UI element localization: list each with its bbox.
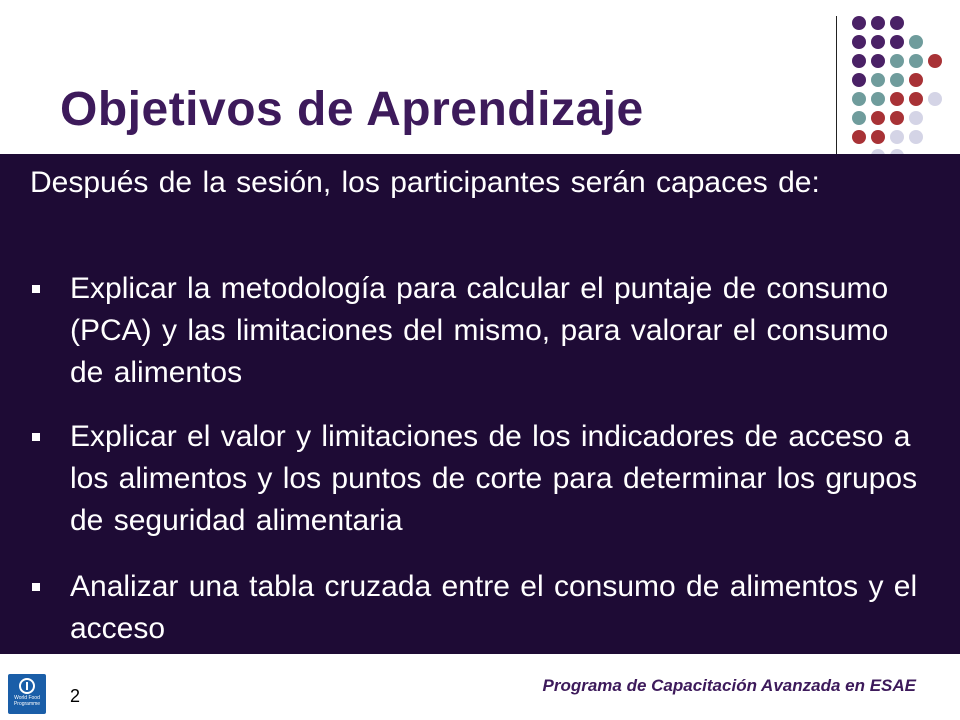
decorative-dot (890, 111, 904, 125)
decorative-dot (852, 73, 866, 87)
decorative-dot (852, 130, 866, 144)
decorative-dot (909, 92, 923, 106)
intro-text: Después de la sesión, los participantes serán capaces de: (30, 166, 820, 199)
logo-text: World Food Programme (13, 695, 41, 707)
slide-title: Objetivos de Aprendizaje (60, 83, 644, 136)
decorative-dot (852, 16, 866, 30)
decorative-dot (890, 92, 904, 106)
decorative-dot (928, 54, 942, 68)
bullet-text: Explicar el valor y limitaciones de los indicadores de acceso a los alimentos y los puntos de corte para determinar los grupos de seguridad alimentaria (70, 420, 918, 537)
decorative-dot (852, 92, 866, 106)
decorative-dot (890, 54, 904, 68)
wfp-logo (8, 674, 46, 714)
decorative-dot (890, 130, 904, 144)
decorative-dot (852, 54, 866, 68)
decorative-dot (909, 73, 923, 87)
decorative-dot (871, 92, 885, 106)
un-emblem-icon (19, 678, 35, 694)
decorative-dot (909, 111, 923, 125)
decorative-dot (928, 92, 942, 106)
decorative-dot (890, 16, 904, 30)
bullet-text: Analizar una tabla cruzada entre el consumo de alimentos y el acceso (70, 570, 918, 645)
bullet-text: Explicar la metodología para calcular el puntaje de consumo (PCA) y las limitaciones del mismo, para valorar el consumo de alimentos (70, 272, 889, 389)
decorative-dot (890, 73, 904, 87)
footer-program-name: Programa de Capacitación Avanzada en ESAE (542, 676, 916, 695)
square-bullet-icon (32, 583, 40, 591)
decorative-dot (909, 54, 923, 68)
square-bullet-icon (32, 285, 40, 293)
decorative-dot (871, 130, 885, 144)
decorative-dot (890, 35, 904, 49)
decorative-dot (871, 35, 885, 49)
decorative-dot (871, 73, 885, 87)
decorative-dot (871, 16, 885, 30)
decorative-dot (871, 111, 885, 125)
decorative-dot (871, 54, 885, 68)
decorative-dot (909, 35, 923, 49)
page-number: 2 (70, 686, 81, 706)
decorative-dot (852, 35, 866, 49)
title-divider-line (836, 16, 837, 154)
square-bullet-icon (32, 433, 40, 441)
decorative-dot (852, 111, 866, 125)
decorative-dot (909, 130, 923, 144)
